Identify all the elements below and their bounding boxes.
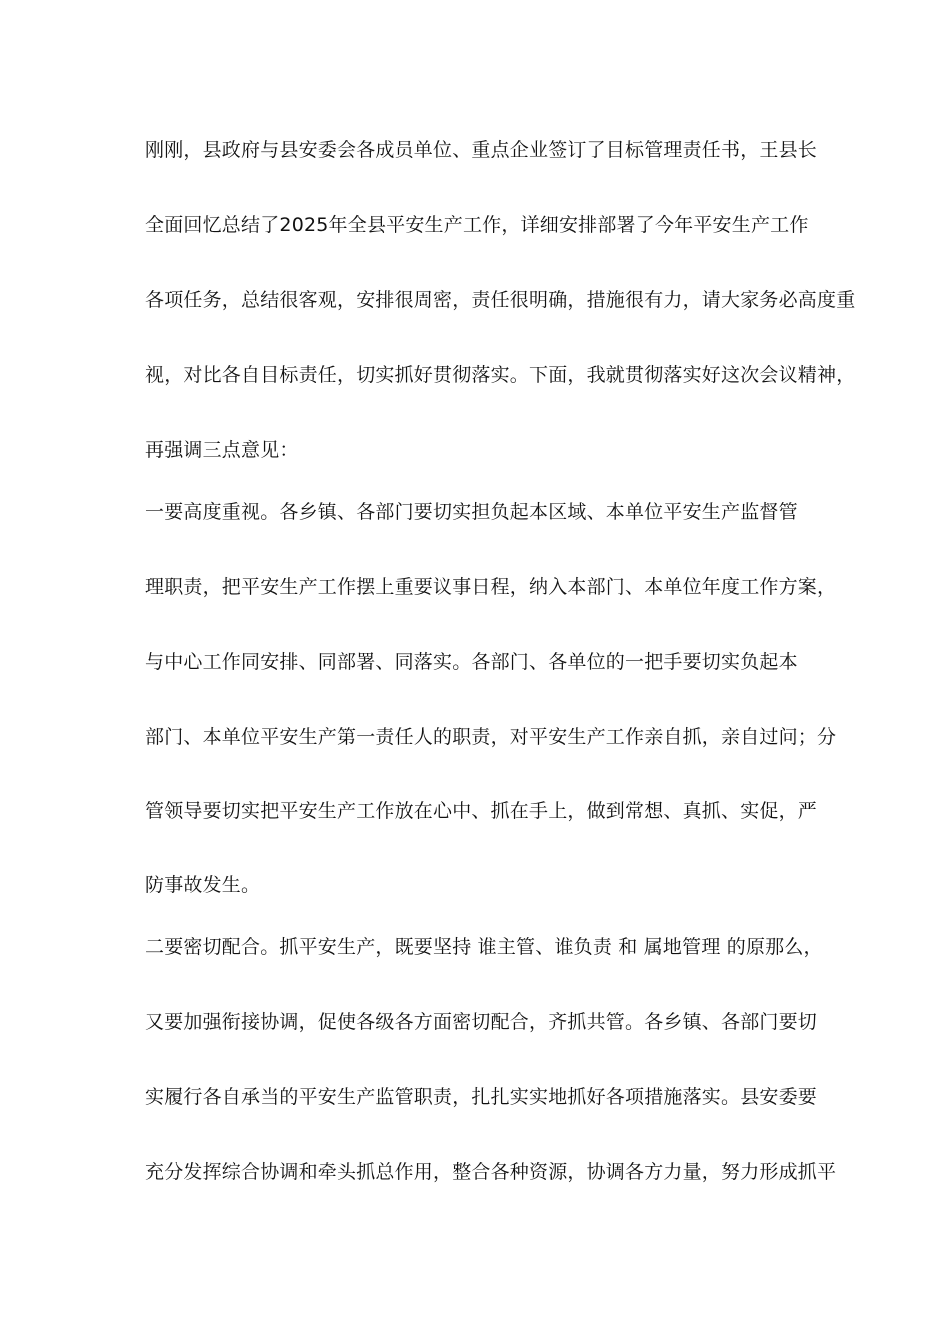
text-line-13: 又要加强衔接协调，促使各级各方面密切配合，齐抓共管。各乡镇、各部门要切: [145, 1011, 818, 1033]
text-line-8: 与中心工作同安排、同部署、同落实。各部门、各单位的一把手要切实负起本: [145, 651, 798, 673]
text-line-11: 防事故发生。: [145, 874, 261, 896]
text-line-3: 各项任务，总结很客观，安排很周密，责任很明确，措施很有力，请大家务必高度重: [145, 289, 856, 311]
text-line-15: 充分发挥综合协调和牵头抓总作用，整合各种资源，协调各方力量，努力形成抓平: [145, 1161, 837, 1183]
text-line-14: 实履行各自承当的平安生产监管职责，扎扎实实地抓好各项措施落实。县安委要: [145, 1086, 818, 1108]
text-line-4: 视，对比各自目标责任，切实抓好贯彻落实。下面，我就贯彻落实好这次会议精神，: [145, 364, 856, 386]
text-line-10: 管领导要切实把平安生产工作放在心中、抓在手上，做到常想、真抓、实促，严: [145, 800, 818, 822]
text-line-5: 再强调三点意见：: [145, 439, 299, 461]
text-line-12: 二要密切配合。抓平安生产，既要坚持 谁主管、谁负责 和 属地管理 的原那么，: [145, 936, 823, 958]
text-line-7: 理职责，把平安生产工作摆上重要议事日程，纳入本部门、本单位年度工作方案，: [145, 576, 837, 598]
text-line-1: 刚刚，县政府与县安委会各成员单位、重点企业签订了目标管理责任书，王县长: [145, 139, 818, 161]
text-line-6: 一要高度重视。各乡镇、各部门要切实担负起本区域、本单位平安生产监督管: [145, 501, 798, 523]
text-line-9: 部门、本单位平安生产第一责任人的职责，对平安生产工作亲自抓，亲自过问；分: [145, 726, 837, 748]
text-line-2: 全面回忆总结了2025年全县平安生产工作，详细安排部署了今年平安生产工作: [145, 214, 809, 236]
